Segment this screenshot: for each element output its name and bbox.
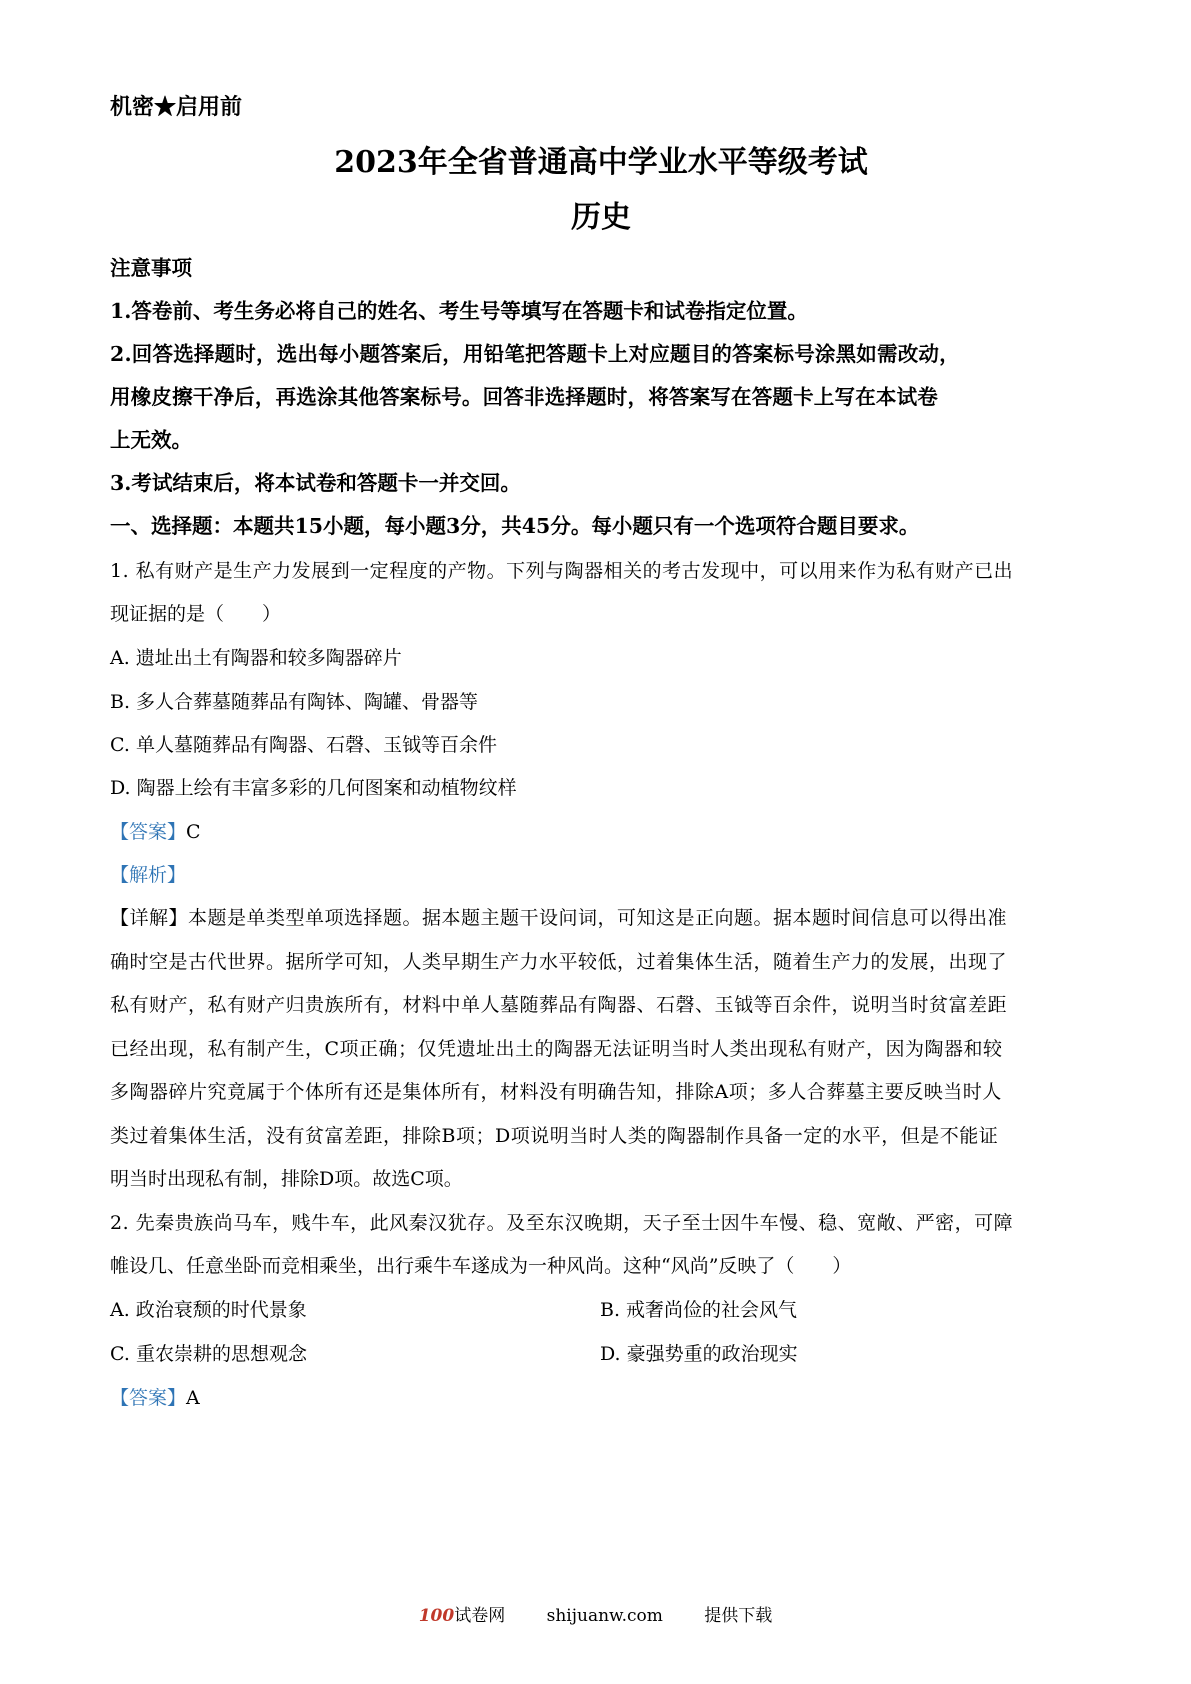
q1-stem-line-2: 现证据的是（ ）: [110, 603, 282, 625]
download-note: 提供下载: [704, 1606, 773, 1626]
note-item-2-line-3: 上无效。: [110, 428, 192, 452]
q1-answer: [110, 817, 201, 847]
q1-detail-line-4: 已经出现，私有制产生，C项正确；仅凭遗址出土的陶器无法证明当时人类出现私有财产，因为陶器和较: [110, 1038, 1003, 1060]
q1-option-a: A. 遗址出土有陶器和较多陶器碎片: [110, 647, 402, 669]
q2-option-c: C. 重农崇耕的思想观念: [110, 1343, 307, 1365]
site-logo-number: 100: [418, 1606, 455, 1626]
confidential-mark: 机密★启用前: [110, 94, 243, 120]
site-url[interactable]: shijuanw.com: [546, 1606, 663, 1626]
subject-title: 历史: [571, 200, 631, 235]
q2-option-d: D. 豪强势重的政治现实: [600, 1343, 798, 1365]
note-item-3: 3.考试结束后，将本试卷和答题卡一并交回。: [110, 471, 521, 495]
q1-detail-line-2: 确时空是古代世界。据所学可知，人类早期生产力水平较低，过着集体生活，随着生产力的发展，出现了: [110, 951, 1008, 973]
q1-stem-line-1: 1. 私有财产是生产力发展到一定程度的产物。下列与陶器相关的考古发现中，可以用来作为私有财产已出: [110, 560, 1014, 582]
note-item-2-line-1: 2.回答选择题时，选出每小题答案后，用铅笔把答题卡上对应题目的答案标号涂黑如需改动，: [110, 342, 960, 366]
note-item-1: 1.答卷前、考生务必将自己的姓名、考生号等填写在答题卡和试卷指定位置。: [110, 299, 808, 323]
q1-detail-line-1: 【详解】本题是单类型单项选择题。据本题主题干设问词，可知这是正向题。据本题时间信息可以得出准: [110, 907, 1008, 929]
q2-answer: [110, 1383, 200, 1413]
q2-option-b: B. 戒奢尚俭的社会风气: [600, 1299, 798, 1321]
q1-detail-line-6: 类过着集体生活，没有贫富差距，排除B项；D项说明当时人类的陶器制作具备一定的水平，但是不能证: [110, 1125, 999, 1147]
q1-detail-line-3: 私有财产，私有财产归贵族所有，材料中单人墓随葬品有陶器、石磬、玉钺等百余件，说明当时贫富差距: [110, 994, 1008, 1016]
q1-option-b: B. 多人合葬墓随葬品有陶钵、陶罐、骨器等: [110, 691, 479, 713]
q1-analysis-label: 【解析】: [110, 864, 187, 886]
note-item-2-line-2: 用橡皮擦干净后，再选涂其他答案标号。回答非选择题时，将答案写在答题卡上写在本试卷: [110, 385, 938, 409]
site-logo-text: 试卷网: [454, 1606, 506, 1626]
answer-value: C: [186, 821, 201, 843]
exam-title: 2023年全省普通高中学业水平等级考试: [334, 145, 868, 180]
answer-label: 【答案】: [110, 1387, 187, 1409]
notes-heading: 注意事项: [110, 256, 192, 280]
q2-option-a: A. 政治衰颓的时代景象: [110, 1299, 307, 1321]
section-1-heading: 一、选择题：本题共15小题，每小题3分，共45分。每小题只有一个选项符合题目要求。: [110, 514, 920, 538]
answer-label: 【答案】: [110, 821, 187, 843]
q2-stem-line-2: 帷设几、任意坐卧而竞相乘坐，出行乘牛车遂成为一种风尚。这种“风尚”反映了（ ）: [110, 1255, 852, 1277]
q1-detail-line-5: 多陶器碎片究竟属于个体所有还是集体所有，材料没有明确告知，排除A项；多人合葬墓主要反映当时人: [110, 1081, 1002, 1103]
q1-detail-line-7: 明当时出现私有制，排除D项。故选C项。: [110, 1168, 463, 1190]
q1-option-d: D. 陶器上绘有丰富多彩的几何图案和动植物纹样: [110, 777, 517, 799]
answer-value: A: [186, 1387, 200, 1409]
page-footer: [0, 1604, 1191, 1628]
q2-stem-line-1: 2. 先秦贵族尚马车，贱牛车，此风秦汉犹存。及至东汉晚期，天子至士因牛车慢、稳、宽敞、严密，可障: [110, 1212, 1014, 1234]
q1-option-c: C. 单人墓随葬品有陶器、石磬、玉钺等百余件: [110, 734, 497, 756]
